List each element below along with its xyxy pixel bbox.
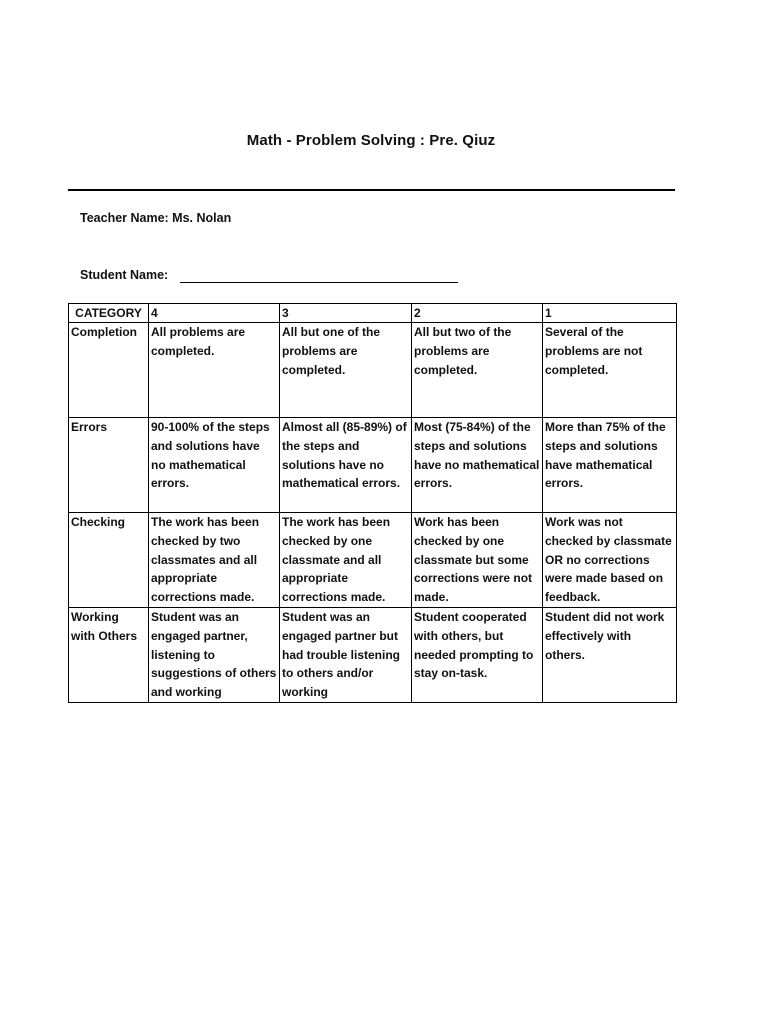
rubric-cell: The work has been checked by one classmate and all appropriate corrections made. [280, 513, 412, 608]
rubric-row-working-with-others [69, 607, 677, 702]
title-divider [68, 189, 675, 191]
rubric-cell: Several of the problems are not completed. [543, 323, 677, 418]
rubric-cell: Student was an engaged partner, listening to suggestions of others and working [149, 607, 280, 702]
row-category: Working with Others [69, 607, 149, 702]
rubric-cell: More than 75% of the steps and solutions have mathematical errors. [543, 418, 677, 513]
rubric-row-completion [69, 323, 677, 418]
rubric-cell: 90-100% of the steps and solutions have no mathematical errors. [149, 418, 280, 513]
header-score-4: 4 [149, 304, 280, 323]
rubric-cell: Student was an engaged partner but had trouble listening to others and/or working [280, 607, 412, 702]
rubric-cell: All but one of the problems are completed. [280, 323, 412, 418]
rubric-cell: Almost all (85-89%) of the steps and solutions have no mathematical errors. [280, 418, 412, 513]
rubric-table [68, 303, 677, 703]
header-score-2: 2 [412, 304, 543, 323]
rubric-cell: Most (75-84%) of the steps and solutions have no mathematical errors. [412, 418, 543, 513]
student-name-label: Student Name: [80, 268, 169, 282]
document-title: Math - Problem Solving : Pre. Qiuz [246, 132, 496, 149]
rubric-header-row [69, 304, 677, 323]
rubric-cell: All problems are completed. [149, 323, 280, 418]
rubric-cell: Work was not checked by classmate OR no corrections were made based on feedback. [543, 513, 677, 608]
row-category: Completion [69, 323, 149, 418]
rubric-row-checking [69, 513, 677, 608]
rubric-cell: Work has been checked by one classmate but some corrections were not made. [412, 513, 543, 608]
rubric-cell: Student cooperated with others, but needed prompting to stay on-task. [412, 607, 543, 702]
header-score-3: 3 [280, 304, 412, 323]
rubric-row-errors [69, 418, 677, 513]
student-name-line [80, 268, 168, 282]
row-category: Errors [69, 418, 149, 513]
header-category: CATEGORY [69, 304, 149, 323]
header-score-1: 1 [543, 304, 677, 323]
rubric-cell: All but two of the problems are completed. [412, 323, 543, 418]
row-category: Checking [69, 513, 149, 608]
teacher-name: Teacher Name: Ms. Nolan [80, 211, 232, 225]
student-name-blank [180, 268, 458, 283]
rubric-cell: Student did not work effectively with others. [543, 607, 677, 702]
rubric-cell: The work has been checked by two classmates and all appropriate corrections made. [149, 513, 280, 608]
